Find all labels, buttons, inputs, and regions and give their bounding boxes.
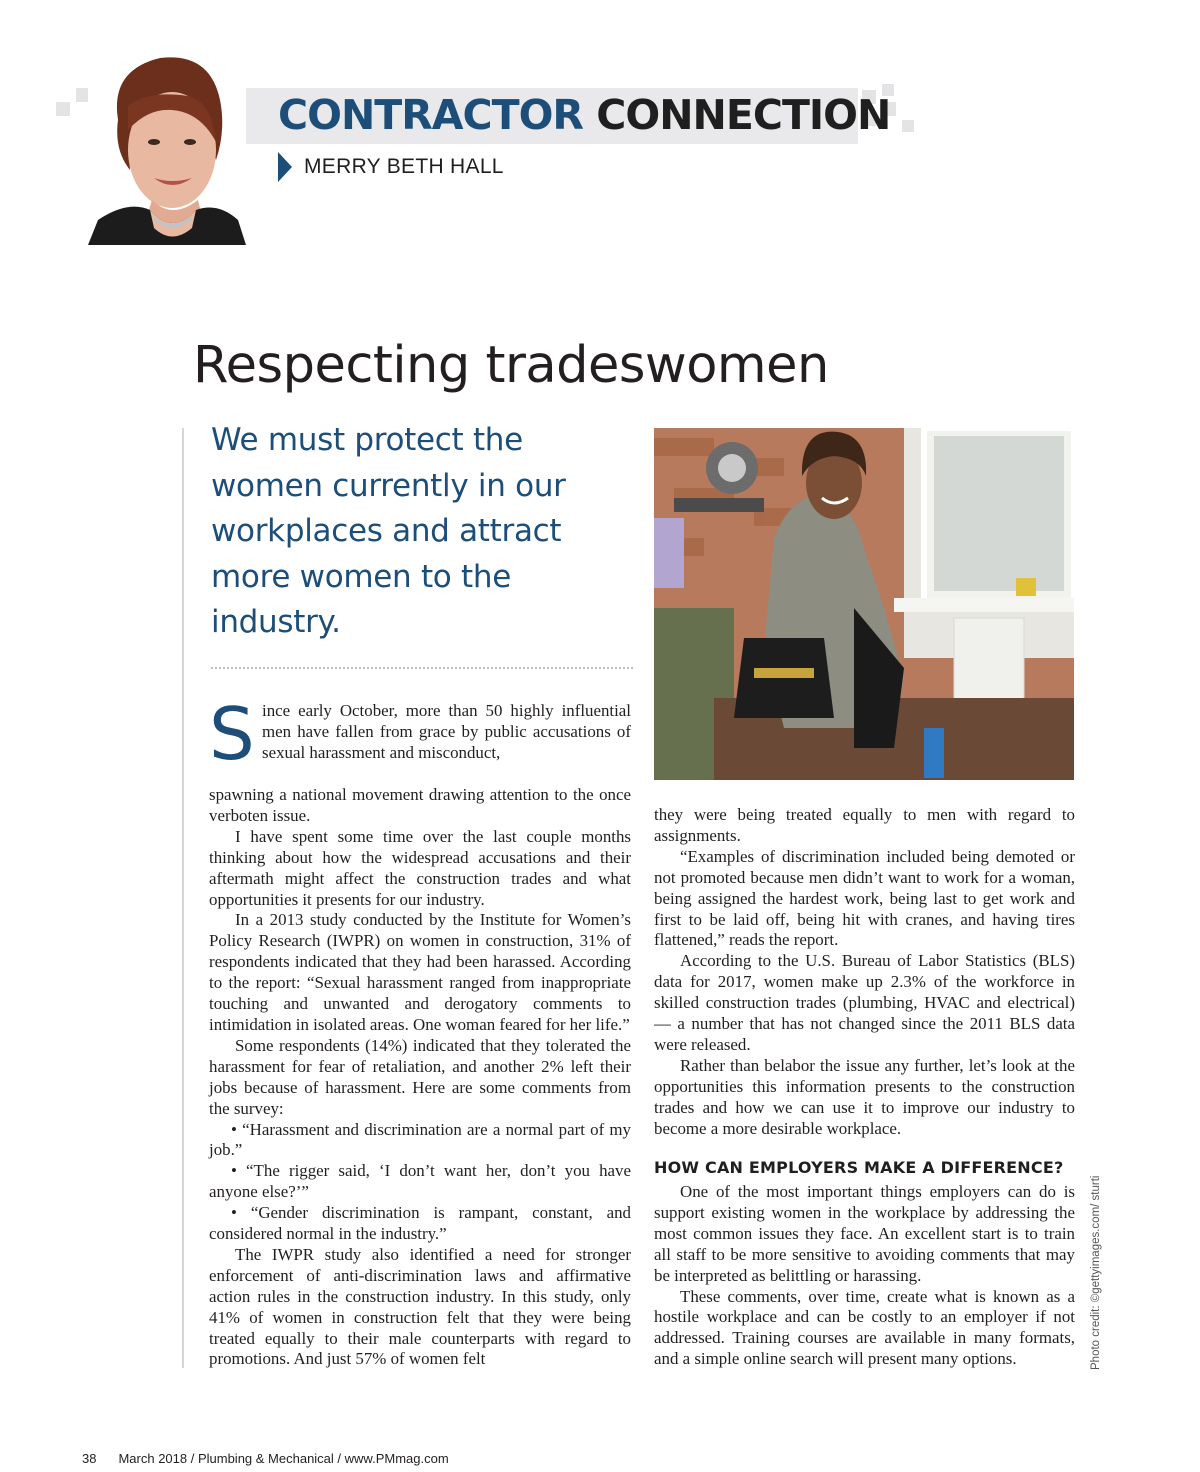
paragraph: I have spent some time over the last couple months thinking about how the widespread accusations and their aftermath might affect the construction trades and what opportunities it presents for our industry. (209, 826, 631, 909)
column-2 (654, 805, 1075, 1140)
paragraph: In a 2013 study conducted by the Institute for Women’s Policy Research (IWPR) on women in construction, 31% of respondents indicated that they had been harassed. According to the report: “Sexual harassment ranged from inappropriate touching and unwanted and derogatory comments to intimidation in isolated areas. One woman feared for her life.” (209, 910, 631, 1034)
paragraph: The IWPR study also identified a need for stronger enforcement of anti-discrimination laws and affirmative action rules in the construction industry. In this study, only 41% of women in construction felt that they were being treated equally to their male counterparts with regard to promotions. And just 57% of women felt (209, 1244, 631, 1369)
paragraph: they were being treated equally to men with regard to assignments. (654, 805, 1075, 845)
paragraph: ince early October, more than 50 highly influential men have fallen from grace by public accusations of sexual harassment and misconduct, (262, 701, 631, 762)
paragraph: One of the most important things employers can do is support existing women in the workplace by addressing the most common issues they face. An excellent start is to train all staff to be more sensitive to avoiding comments that may be interpreted as belittling or harassing. (654, 1182, 1075, 1285)
quote-bullet: • “Harassment and discrimination are a normal part of my job.” (209, 1119, 631, 1160)
column-title-part2: CONNECTION (596, 91, 891, 139)
article-photo (654, 428, 1074, 780)
paragraph: These comments, over time, create what is known as a hostile workplace and can be costly to an employer if not addressed. Training courses are available in many formats, and a simple online search will present many options. (654, 1286, 1075, 1369)
deck-rule (182, 428, 184, 1368)
paragraph: spawning a national movement drawing attention to the once verboten issue. (209, 785, 631, 825)
article-headline: Respecting tradeswomen (193, 336, 829, 395)
paragraph: According to the U.S. Bureau of Labor Statistics (BLS) data for 2017, women make up 2.3% of the workforce in skilled construction trades (plumbing, HVAC and electrical) — a number that has not changed since the 2011 BLS data were released. (654, 951, 1075, 1054)
paragraph: Rather than belabor the issue any further, let’s look at the opportunities this information presents to the construction trades and how we can use it to improve our industry to become a more desirable workplace. (654, 1055, 1075, 1138)
page-footer (82, 1451, 449, 1466)
article-deck: We must protect the women currently in our workplaces and attract more women to the industry. (211, 422, 566, 640)
photo-credit: Photo credit: ©gettyimages.com/ sturti (1090, 1175, 1102, 1370)
paragraph: “Examples of discrimination included being demoted or not promoted because men didn’t want to work for a woman, being assigned the hardest work, being last to get work and first to be laid off, being hit with cranes, and having tires flattened,” reads the report. (654, 846, 1075, 950)
byline-arrow-icon (278, 152, 292, 182)
column-1-lead (262, 701, 631, 764)
paragraph: Some respondents (14%) indicated that they tolerated the harassment for fear of retaliation, and another 2% left their jobs because of harassment. Here are some comments from the survey: (209, 1035, 631, 1118)
byline (278, 152, 504, 182)
drop-cap: S (209, 692, 255, 776)
issue-info: March 2018 / Plumbing & Mechanical / www.PMmag.com (118, 1451, 449, 1466)
dotted-divider (211, 667, 633, 669)
column-2-section (654, 1182, 1075, 1370)
quote-bullet: • “Gender discrimination is rampant, constant, and considered normal in the industry.” (209, 1203, 631, 1244)
author-name: MERRY BETH HALL (304, 155, 504, 178)
column-1 (209, 785, 631, 1370)
quote-bullet: • “The rigger said, ‘I don’t want her, don’t you have anyone else?’” (209, 1161, 631, 1202)
section-subhead: HOW CAN EMPLOYERS MAKE A DIFFERENCE? (654, 1158, 1064, 1177)
author-headshot (88, 50, 246, 245)
page-number: 38 (82, 1451, 97, 1466)
column-title-part1: CONTRACTOR (278, 91, 584, 139)
column-title (278, 88, 890, 142)
